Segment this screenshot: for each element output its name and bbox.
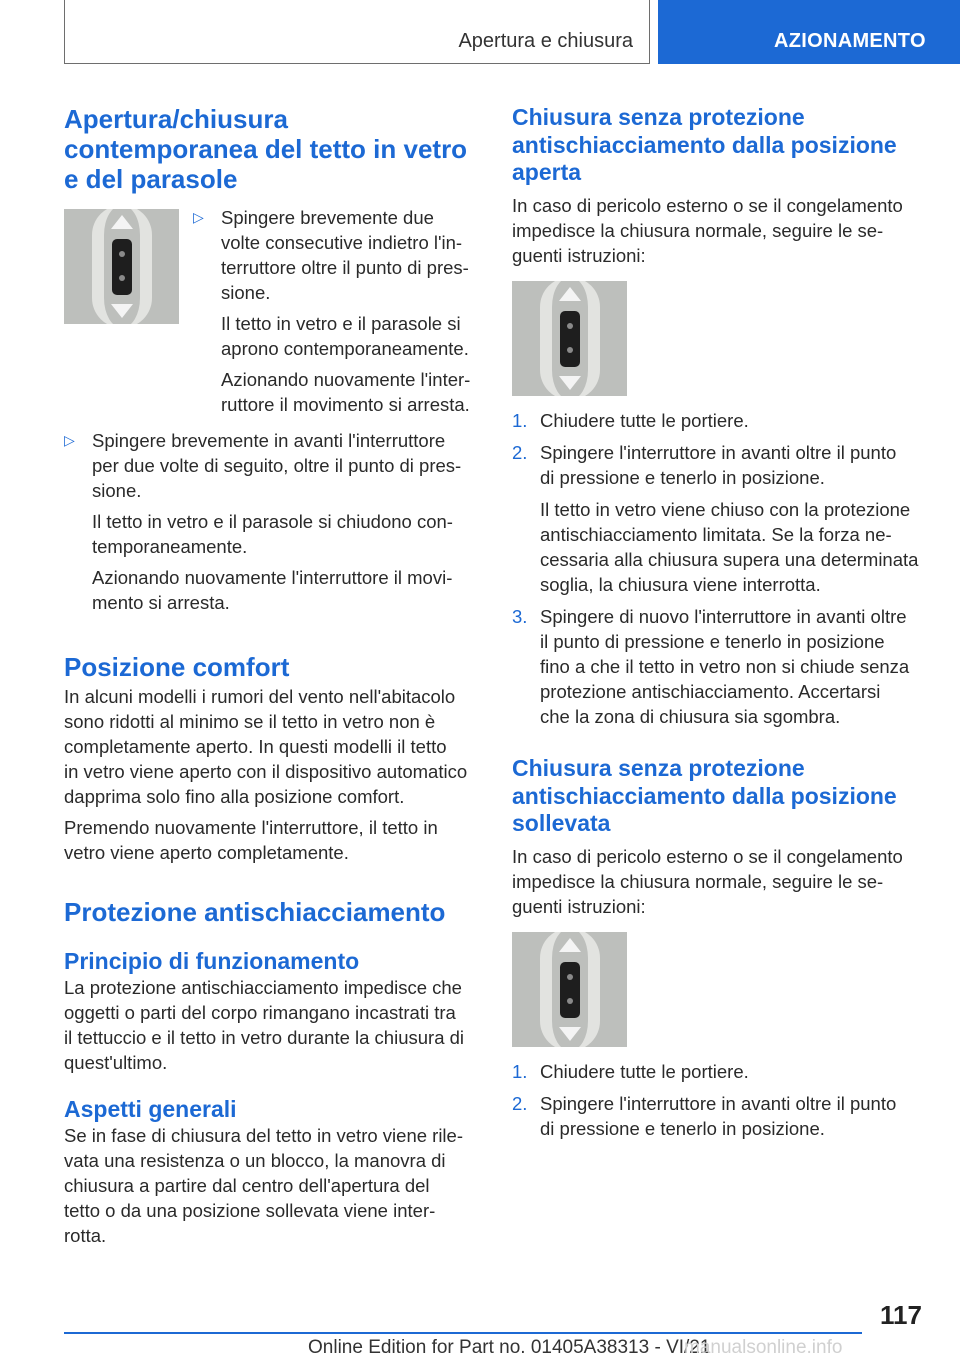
bullet-open-both xyxy=(193,205,483,417)
section-title-close-from-raised: Chiusura senza protezione antischiacciamento dalla posizione sollevata xyxy=(512,755,897,836)
list-item: 1. Chiudere tutte le portiere. xyxy=(512,410,749,431)
bullet-subtext: Il tetto in vetro e il parasole si aprono contemporaneamente. xyxy=(221,313,469,359)
left-column xyxy=(64,104,482,194)
header-chapter-label: AZIONAMENTO xyxy=(774,30,926,52)
figure-roof-switch-3 xyxy=(512,932,627,1047)
right-raised-section xyxy=(512,755,932,919)
comfort-section xyxy=(64,652,484,865)
figure-roof-switch-2 xyxy=(512,281,627,396)
figure-roof-switch-1 xyxy=(64,209,179,324)
open-intro-paragraph: In caso di pericolo esterno o se il congelamento impedisce la chiusura normale, seguire le se- guenti istruzioni: xyxy=(512,194,903,266)
protection-section xyxy=(64,897,484,1248)
raised-steps-list xyxy=(512,1059,932,1141)
roof-switch-illustration xyxy=(512,281,627,396)
subsection-title-principle: Principio di funzionamento xyxy=(64,948,360,974)
list-item: 2. Spingere l'interruttore in avanti oltre il punto di pressione e tenerlo in posizione. xyxy=(512,1093,897,1139)
edition-text: Online Edition for Part no. 01405A38313 - VI/21 xyxy=(308,1337,711,1358)
subsection-title-general: Aspetti generali xyxy=(64,1096,237,1122)
roof-switch-illustration xyxy=(64,209,179,324)
principle-paragraph: La protezione antischiacciamento impedisce che oggetti o parti del corpo rimangano incastrati tra il tettuccio e il tetto in vetro durante la chiusura di quest'ultimo. xyxy=(64,977,465,1073)
raised-intro-paragraph: In caso di pericolo esterno o se il congelamento impedisce la chiusura normale, seguire le se- guenti istruzioni: xyxy=(512,845,903,917)
list-item: 1. Chiudere tutte le portiere. xyxy=(512,1061,749,1082)
general-paragraph: Se in fase di chiusura del tetto in vetro viene rile- vata una resistenza o un blocco, la manovra di chiusura a partire dal centro dell'apertura del tetto o da una posizione sollevata viene inter- rotta. xyxy=(64,1125,463,1246)
list-item: 2. Spingere l'interruttore in avanti oltre il punto di pressione e tenerlo in posizione. Il tetto in vetro viene chiuso con la protezione antischiacciamento limitata. Se la forza ne- cessaria alla chiusura supera una determinata soglia, la chiusura viene interrotta. xyxy=(512,440,932,597)
list-item: ▷ Spingere brevemente in avanti l'interruttore per due volte di seguito, oltre il punto di pres- sione. Il tetto in vetro e il parasole si chiudono con- temporaneamente. Azionando nuovamente l'interruttore il movi- mento si arresta. xyxy=(64,428,484,615)
open-steps-list xyxy=(512,408,932,729)
step-subtext: Il tetto in vetro viene chiuso con la protezione antischiacciamento limitata. Se la forza ne- cessaria alla chiusura supera una determinata soglia, la chiusura viene interrotta. xyxy=(540,499,919,595)
right-open-section xyxy=(512,104,932,268)
comfort-paragraph-1: In alcuni modelli i rumori del vento nell'abitacolo sono ridotti al minimo se il tetto in vetro non è completamente aperto. In questi modelli il tetto in vetro viene aperto con il dispositivo automatico dapprima solo fino alla posizione comfort. xyxy=(64,686,468,807)
section-title-comfort: Posizione comfort xyxy=(64,652,290,682)
list-item: ▷ Spingere brevemente due volte consecutive indietro l'in- terruttore oltre il punto di pres- sione. Il tetto in vetro e il parasole si aprono contemporaneamente. Azionando nuovamente l'inter- ruttore il movimento si arresta. xyxy=(193,205,483,417)
comfort-paragraph-2: Premendo nuovamente l'interruttore, il tetto in vetro viene aperto completamente. xyxy=(64,817,438,863)
section-title-protection: Protezione antischiacciamento xyxy=(64,897,446,927)
bullet-subtext: Il tetto in vetro e il parasole si chiudono con- temporaneamente. xyxy=(92,511,453,557)
bullet-subtext: Azionando nuovamente l'inter- ruttore il movimento si arresta. xyxy=(221,369,471,415)
section-title-close-from-open: Chiusura senza protezione antischiacciamento dalla posizione aperta xyxy=(512,104,897,185)
bullet-close-both xyxy=(64,428,484,615)
watermark-text: manualsonline.info xyxy=(684,1337,843,1358)
section-title-simultaneous: Apertura/chiusura contemporanea del tetto in vetro e del parasole xyxy=(64,104,468,194)
list-item: 3. Spingere di nuovo l'interruttore in avanti oltre il punto di pressione e tenerlo in posizione fino a che il tetto in vetro non si chiude senza protezione antischiacciamento. Accertarsi che la zona di chiusura sia sgombra. xyxy=(512,606,910,727)
bullet-subtext: Azionando nuovamente l'interruttore il movi- mento si arresta. xyxy=(92,567,453,613)
roof-switch-illustration xyxy=(512,932,627,1047)
header-chapter-tab[interactable] xyxy=(658,0,960,64)
footer-divider xyxy=(64,1332,862,1334)
page-number: 117 xyxy=(880,1300,922,1330)
header-section-title: Apertura e chiusura xyxy=(458,30,633,52)
triangle-bullet-icon: ▷ xyxy=(64,432,75,448)
triangle-bullet-icon: ▷ xyxy=(193,209,204,225)
header-section-box xyxy=(64,0,650,64)
